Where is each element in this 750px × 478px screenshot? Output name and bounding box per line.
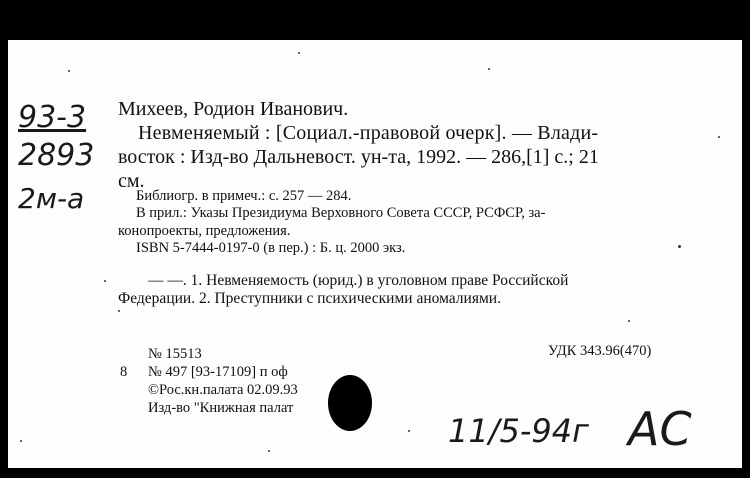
title-line-1: Невменяемый : [Социал.-правовой очерк]. — Влади- <box>138 122 599 144</box>
ink-blot <box>328 375 372 431</box>
speck <box>408 430 410 432</box>
handwritten-initials: АС <box>628 402 692 456</box>
speck <box>20 440 22 442</box>
row2-prefix: 8 <box>120 364 128 380</box>
appendix-note-line-2: конопроекты, предложения. <box>118 223 291 239</box>
speck <box>68 70 70 72</box>
speck <box>678 245 681 248</box>
speck <box>268 450 270 452</box>
record-number-1: № 15513 <box>148 346 202 362</box>
isbn-line: ISBN 5-7444-0197-0 (в пер.) : Б. ц. 2000 экз. <box>136 240 406 256</box>
speck <box>118 310 120 312</box>
subjects-line-2: Федерации. 2. Преступники с психическими аномалиями. <box>118 290 501 307</box>
shelfmark-1: 93-3 <box>18 100 87 135</box>
speck <box>298 52 300 54</box>
shelfmark-2: 2893 <box>18 138 95 173</box>
shelfmark-3: 2м-а <box>18 182 85 215</box>
publisher-line: Изд-во "Книжная палат <box>148 400 294 416</box>
catalog-card <box>8 40 742 468</box>
speck <box>718 136 720 138</box>
handwritten-date-note: 11/5-94г <box>448 412 589 450</box>
author-heading: Михеев, Родион Иванович. <box>118 98 349 120</box>
appendix-note-line-1: В прил.: Указы Президиума Верховного Совета СССР, РСФСР, за- <box>136 205 546 221</box>
speck <box>488 68 490 70</box>
book-chamber-stamp: ©Рос.кн.палата 02.09.93 <box>148 382 298 398</box>
speck <box>104 280 106 282</box>
speck <box>628 320 630 322</box>
udk-classification: УДК 343.96(470) <box>548 343 652 359</box>
subjects-line-1: — —. 1. Невменяемость (юрид.) в уголовном праве Российской <box>148 272 569 289</box>
title-line-3: см. <box>118 170 145 192</box>
bibliography-note: Библиогр. в примеч.: с. 257 — 284. <box>136 188 352 204</box>
title-line-2: восток : Изд-во Дальневост. ун-та, 1992. — 286,[1] с.; 21 <box>118 146 599 168</box>
record-number-2: № 497 [93-17109] п оф <box>148 364 288 380</box>
